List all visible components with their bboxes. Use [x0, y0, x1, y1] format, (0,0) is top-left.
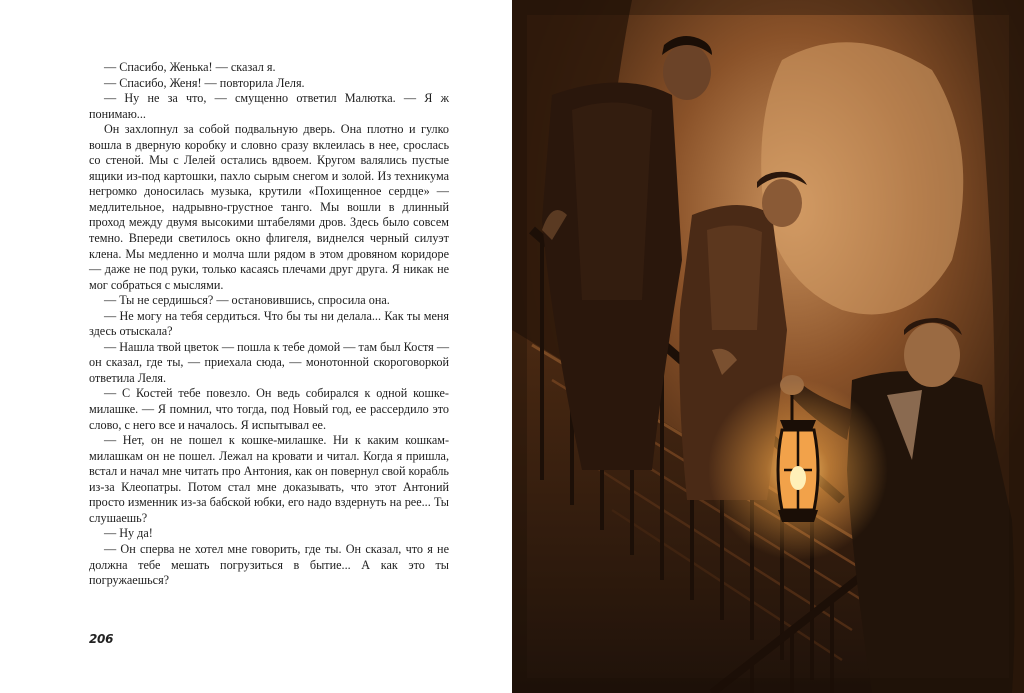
paragraph: — С Костей тебе повезло. Он ведь собирался к одной кошке-милашке. — Я помнил, что тогда, под Новый год, ее рассердило это слово, с него все и началось. Я испытывал ее.	[89, 386, 449, 432]
paragraph: — Спасибо, Женя! — повторила Леля.	[104, 75, 305, 90]
staircase-illustration	[512, 0, 1024, 693]
page-number: 206	[89, 632, 114, 646]
body-text	[89, 60, 449, 589]
paragraph: Он захлопнул за собой подвальную дверь. Она плотно и гулко вошла в дверную коробку и словно сразу вклеилась в нее, срослась со стеной. Мы с Лелей остались вдвоем. Кругом валялись пустые ящики из-под картошки, пахло сырым снегом и золой. Из техникума негромко доносилась музыка, крутили «Похищенное сердце» — медлительное, надрывно-грустное танго. Мы вошли в длинный проход между двумя высокими штабелями дров. Здесь было совсем темно. Впереди светилось окно флигеля, виднелся черный силуэт клена. Мы медленно и молча шли рядом в этом дровяном коридоре — даже не под руки, только касаясь плечами друг друга. Я никак не мог собраться с мыслями.	[89, 122, 449, 292]
paragraph: — Ну не за что, — смущенно ответил Малютка. — Я ж понимаю...	[89, 91, 449, 121]
illustration-page	[512, 0, 1024, 693]
paragraph: — Спасибо, Женька! — сказал я.	[104, 60, 276, 74]
paragraph: — Ну да!	[104, 526, 153, 541]
paragraph: — Он сперва не хотел мне говорить, где ты. Он сказал, что я не должна тебе мешать погрузиться в бытие... А как это ты погружаешься?	[89, 541, 449, 588]
lantern-icon	[708, 380, 888, 560]
paragraph: — Нашла твой цветок — пошла к тебе домой — там был Костя — он сказал, где ты, — приехала сюда, — монотонной скороговоркой ответила Леля.	[89, 339, 450, 385]
paragraph: — Ты не сердишься? — остановившись, спросила она.	[104, 293, 390, 308]
paragraph: — Нет, он не пошел к кошке-милашке. Ни к каким кошкам-милашкам он не пошел. Лежал на кровати и читал. Когда я пришла, встал и начал мне читать про Антония, как он повернул свой корабль из-за Клеопатры. Потом стал мне доказывать, что этот Антоний просто изменник из-за бабской юбки, его надо вздернуть на рее... Ты слушаешь?	[89, 433, 449, 525]
paragraph: — Не могу на тебя сердиться. Что бы ты ни делала... Как ты меня здесь отыскала?	[89, 308, 449, 339]
